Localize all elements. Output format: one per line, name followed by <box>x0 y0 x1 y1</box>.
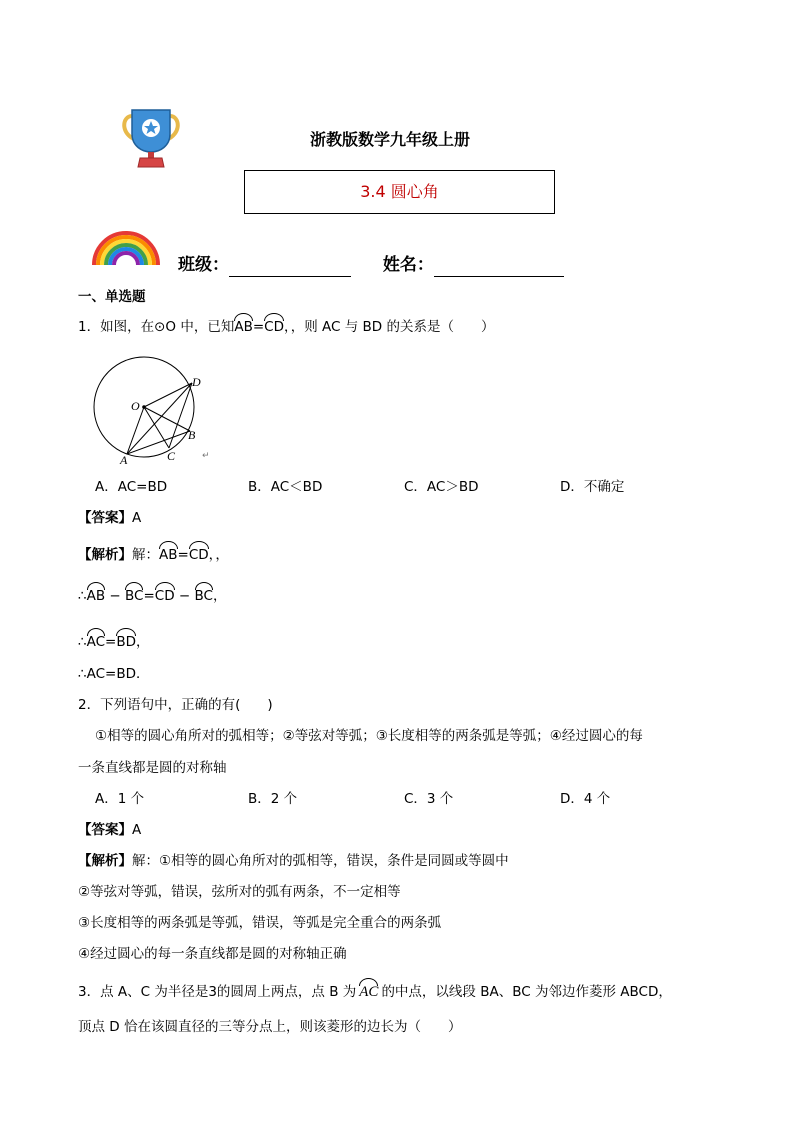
q1-answer <box>78 508 141 528</box>
q2-option-a: A．1 个 <box>95 791 145 807</box>
q1-arc-ab: AB <box>234 319 253 335</box>
q1-stem <box>78 317 494 337</box>
q1-eq: = <box>252 319 265 335</box>
arc-ac: AC <box>359 984 379 1000</box>
name-label: 姓名： <box>382 255 434 275</box>
subject-title: 浙教版数学九年级上册 <box>310 130 471 149</box>
analysis-pre: 解： <box>132 547 159 563</box>
eq-sign: = <box>177 547 189 563</box>
lesson-title: 3.4 圆心角 <box>360 182 439 201</box>
therefore-symbol: ∴ <box>78 588 87 604</box>
minus-sign: − <box>105 588 125 604</box>
therefore-symbol: ∴ <box>78 634 87 650</box>
eq-sign: = <box>105 634 117 650</box>
q2-analysis-1 <box>78 851 509 871</box>
q1-analysis-line1 <box>78 545 229 565</box>
label-d: D <box>192 375 201 389</box>
eq-sign: = <box>143 588 155 604</box>
arc-cd: CD <box>154 588 175 604</box>
student-info-row <box>178 253 564 277</box>
q1-option-b: B．AC＜BD <box>248 479 323 495</box>
label-o: O <box>131 399 140 413</box>
answer-value: A <box>132 510 142 526</box>
analysis-text: 解：①相等的圆心角所对的弧相等，错误，条件是同圆或等圆中 <box>132 853 509 869</box>
answer-label: 【答案】 <box>78 822 132 838</box>
q1-arc-cd: CD <box>264 319 284 335</box>
analysis-label: 【解析】 <box>78 547 132 563</box>
q2-statements-line2: 一条直线都是圆的对称轴 <box>78 760 227 776</box>
q1-analysis-line2 <box>78 586 226 606</box>
section-title: 一、单选题 <box>78 289 146 305</box>
class-label: 班级： <box>178 255 229 275</box>
analysis-label: 【解析】 <box>78 853 132 869</box>
arc-cd: CD <box>188 547 209 563</box>
lesson-title-box <box>244 170 555 214</box>
q2-answer <box>78 820 141 840</box>
q2-option-c: C．3 个 <box>404 791 454 807</box>
arc-ab: AB <box>159 547 178 563</box>
q1-analysis-line3 <box>78 632 150 652</box>
arc-bc: BC <box>194 588 213 604</box>
answer-value: A <box>132 822 142 838</box>
label-b: B <box>188 428 196 442</box>
q1-stem-post: ，，则 AC 与 BD 的关系是（ ） <box>283 319 495 335</box>
q1-option-d: D．不确定 <box>560 479 625 495</box>
q1-stem-pre: 1．如图，在⊙O 中，已知 <box>78 319 235 335</box>
analysis-line1-post: ，， <box>208 547 229 563</box>
rainbow-icon <box>90 227 162 267</box>
arc-ab: AB <box>86 588 106 604</box>
q1-option-a: A．AC=BD <box>95 479 168 495</box>
q1-circle-figure <box>86 350 216 468</box>
q1-option-c: C．AC＞BD <box>404 479 479 495</box>
q2-option-b: B．2 个 <box>248 791 298 807</box>
name-blank[interactable] <box>434 258 564 277</box>
minus-sign: − <box>174 588 195 604</box>
arc-ac: AC <box>86 634 106 650</box>
label-a: A <box>120 453 128 467</box>
q3-line1 <box>78 982 672 1002</box>
q2-stem: 2．下列语句中，正确的有( ) <box>78 697 273 713</box>
return-mark-icon: ↵ <box>202 451 210 461</box>
q3-line2: 顶点 D 恰在该圆直径的三等分点上，则该菱形的边长为（ ） <box>78 1019 462 1035</box>
answer-label: 【答案】 <box>78 510 132 526</box>
class-blank[interactable] <box>229 258 351 277</box>
trophy-icon <box>118 104 184 170</box>
line2-post: ， <box>212 588 227 604</box>
q2-statements-line1: ①相等的圆心角所对的弧相等；②等弦对等弧；③长度相等的两条弧是等弧；④经过圆心的每 <box>95 728 643 744</box>
q2-analysis-3: ③长度相等的两条弧是等弧，错误，等弧是完全重合的两条弧 <box>78 915 442 931</box>
label-c: C <box>167 449 176 463</box>
q2-analysis-4: ④经过圆心的每一条直线都是圆的对称轴正确 <box>78 946 347 962</box>
arc-bd: BD <box>116 634 137 650</box>
q3-line1-post: 的中点，以线段 BA、BC 为邻边作菱形 ABCD， <box>381 984 672 1000</box>
line3-post: ， <box>136 634 150 650</box>
q3-line1-pre: 3．点 A、C 为半径是3的圆周上两点，点 B 为 <box>78 984 357 1000</box>
q2-analysis-2: ②等弦对等弧，错误，弦所对的弧有两条，不一定相等 <box>78 884 401 900</box>
q2-option-d: D．4 个 <box>560 791 611 807</box>
q1-conclusion: ∴AC=BD． <box>78 666 150 682</box>
arc-bc: BC <box>125 588 144 604</box>
